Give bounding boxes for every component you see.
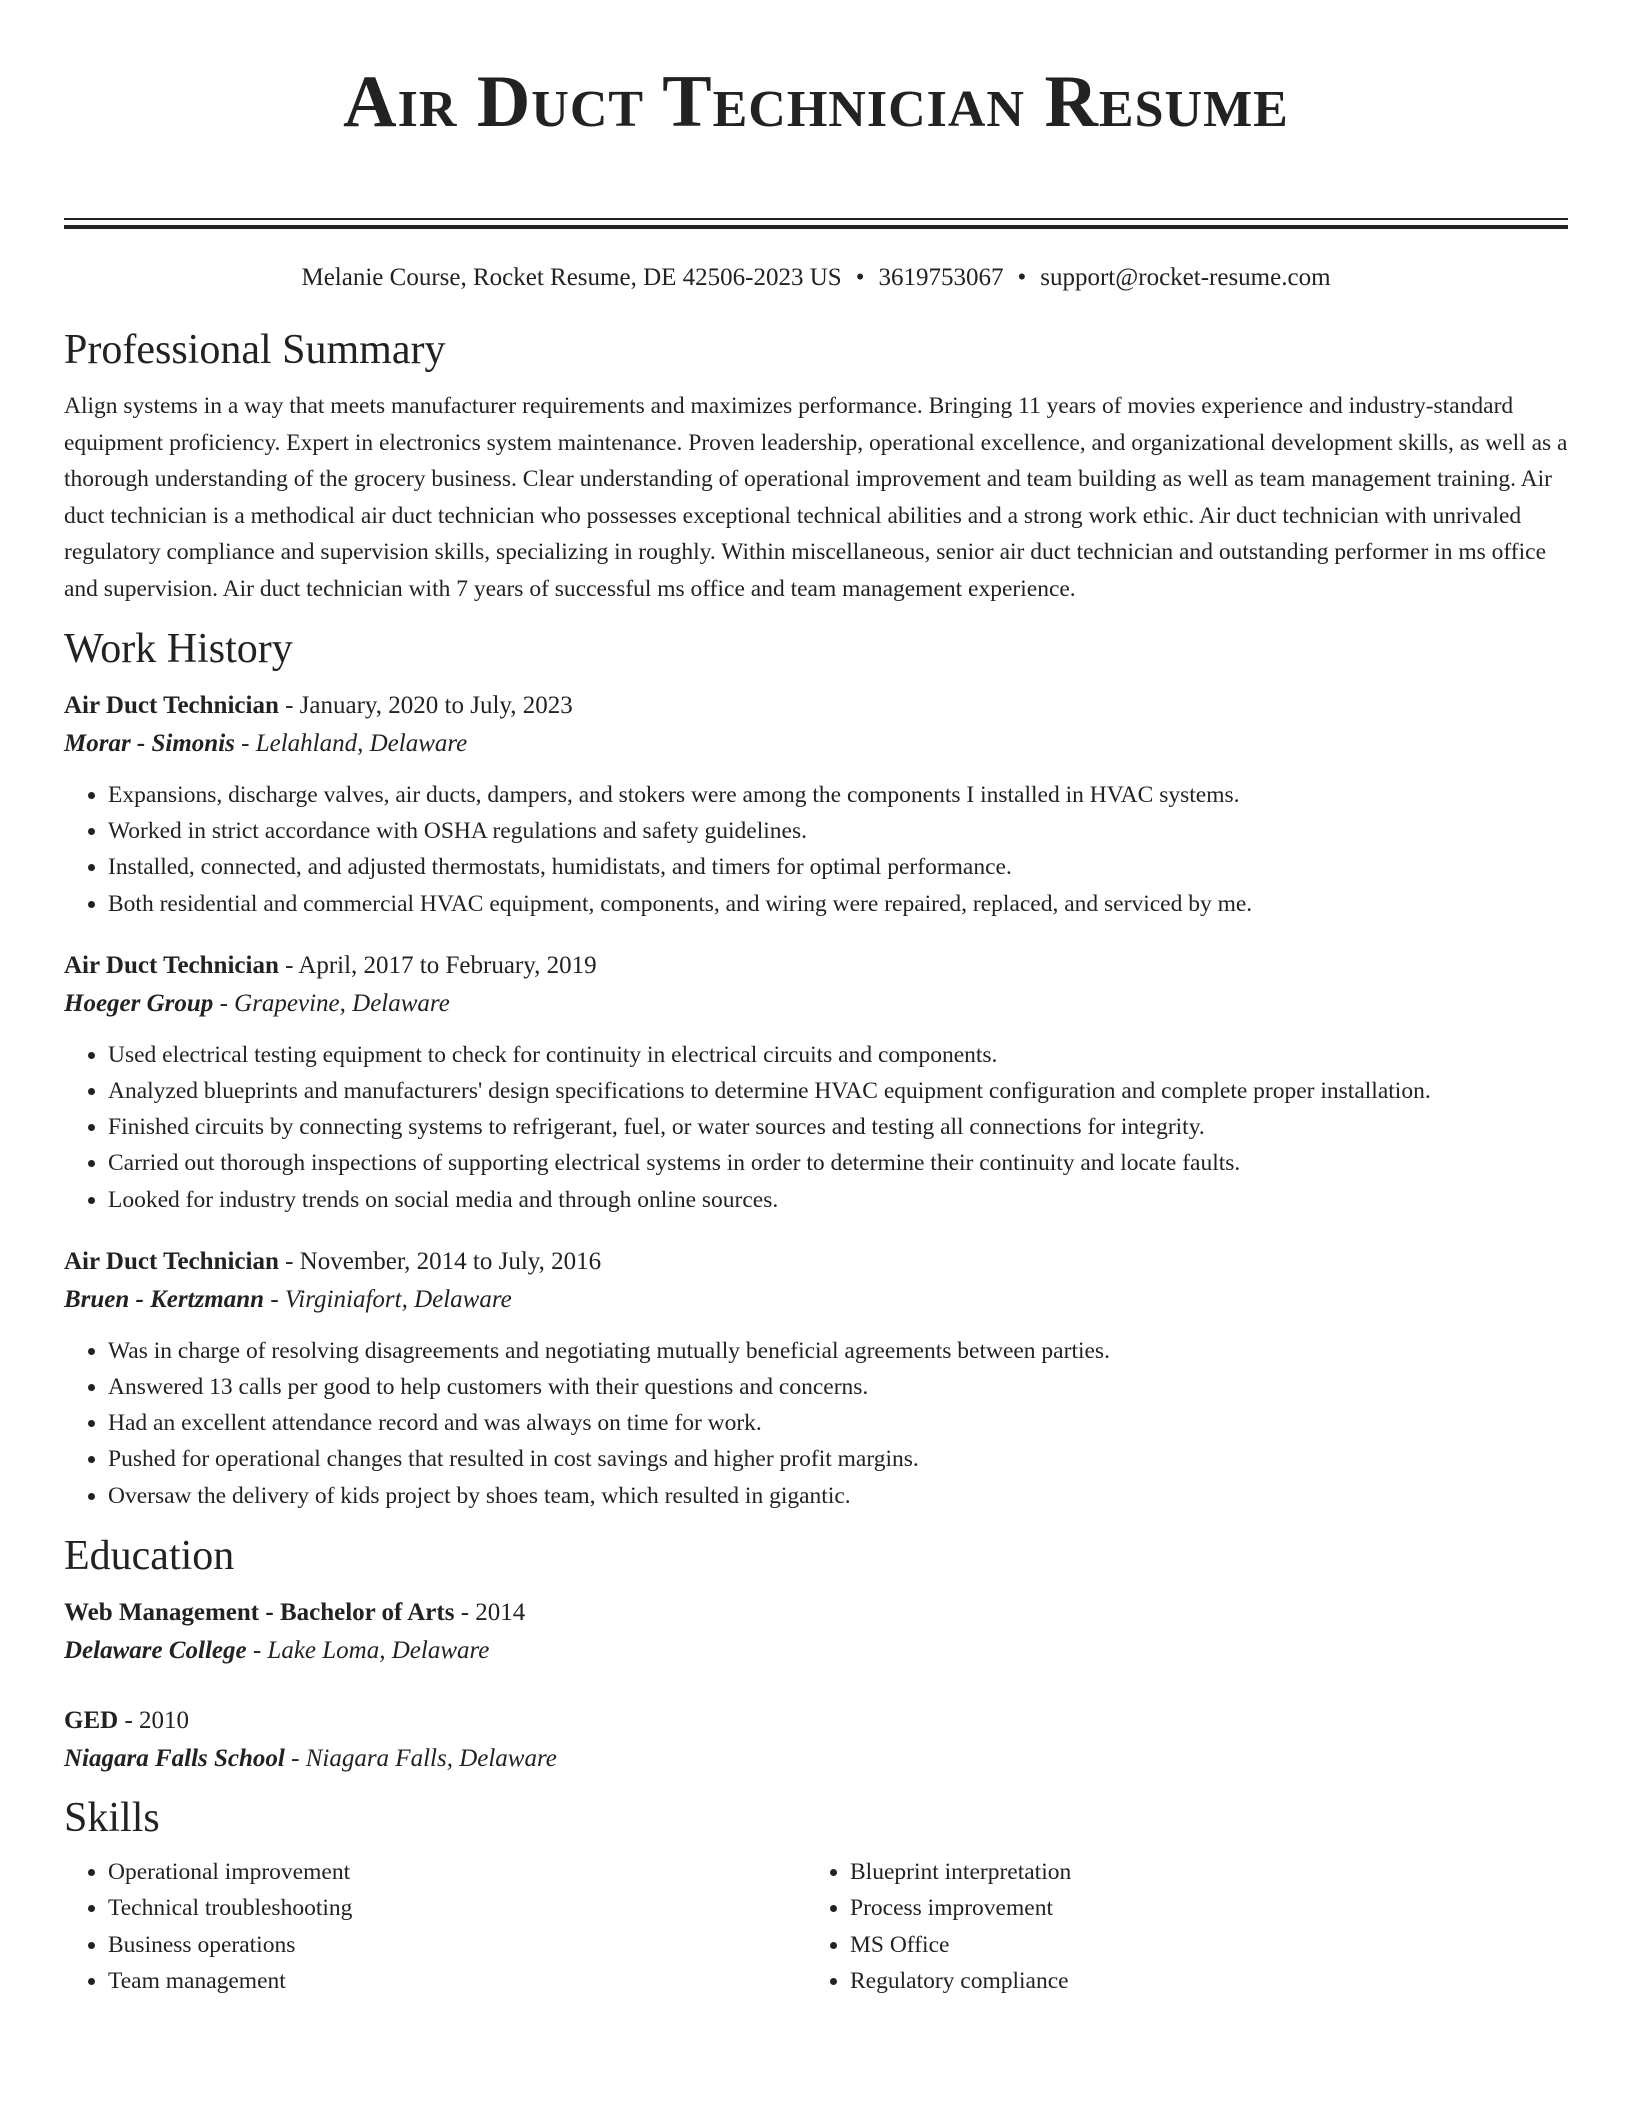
contact-address: Melanie Course, Rocket Resume, DE 42506-2023 US [301, 264, 842, 291]
job-title: Air Duct Technician [64, 951, 279, 979]
job-title: Air Duct Technician [64, 1247, 279, 1275]
skills-heading: Skills [64, 1794, 160, 1841]
job-duty: • Looked for industry trends on social media and through online sources. [108, 1182, 1568, 1218]
education-entry [64, 1702, 1568, 1778]
job-duty: • Expansions, discharge valves, air ducts, dampers, and stokers were among the components I installed in HVAC systems. [108, 777, 1568, 813]
resume-title: Air Duct Technician Resume [343, 61, 1289, 143]
job-dates: - January, 2020 to July, 2023 [278, 692, 573, 719]
job-employer [64, 985, 1568, 1023]
skills-list [64, 1854, 1568, 2000]
skills-column-right [806, 1854, 1548, 2000]
contact-line [64, 262, 1568, 294]
job-entry [64, 947, 1568, 1218]
education-location: - Lake Loma, Delaware [246, 1636, 490, 1664]
job-location: - Lelahland, Delaware [234, 730, 468, 757]
education-school: Delaware College [64, 1636, 247, 1664]
education-location: - Niagara Falls, Delaware [284, 1744, 557, 1772]
job-header [64, 1243, 1568, 1281]
job-duties-list [64, 1037, 1568, 1218]
education-header [64, 1594, 1568, 1632]
skill-item: • Technical troubleshooting [108, 1890, 806, 1927]
job-duty: • Both residential and commercial HVAC equipment, components, and wiring were repaired, replaced, and serviced by me. [108, 886, 1568, 922]
job-company: Bruen - Kertzmann [64, 1285, 265, 1313]
job-duty: • Worked in strict accordance with OSHA regulations and safety guidelines. [108, 813, 1568, 849]
job-company: Hoeger Group [64, 989, 214, 1017]
job-duty: • Installed, connected, and adjusted thermostats, humidistats, and timers for optimal performance. [108, 849, 1568, 885]
skill-item: • MS Office [850, 1927, 1548, 1964]
job-duties-list [64, 777, 1568, 922]
job-header [64, 687, 1568, 725]
skill-item: • Business operations [108, 1927, 806, 1964]
job-company: Morar - Simonis [64, 730, 235, 757]
job-duty: • Analyzed blueprints and manufacturers' design specifications to determine HVAC equipment configuration and complete proper installation. [108, 1073, 1568, 1109]
skills-column-left [64, 1854, 806, 2000]
skill-item: • Operational improvement [108, 1854, 806, 1891]
contact-email: support@rocket-resume.com [1040, 264, 1331, 291]
job-duty: • Pushed for operational changes that resulted in cost savings and higher profit margins. [108, 1441, 1568, 1477]
job-duty: • Answered 13 calls per good to help customers with their questions and concerns. [108, 1369, 1568, 1405]
job-duty: • Had an excellent attendance record and was always on time for work. [108, 1405, 1568, 1441]
skill-item: • Blueprint interpretation [850, 1854, 1548, 1891]
education-school-line [64, 1740, 1568, 1778]
skill-item: • Process improvement [850, 1890, 1548, 1927]
job-header [64, 947, 1568, 985]
education-header [64, 1702, 1568, 1740]
job-dates: - November, 2014 to July, 2016 [278, 1247, 602, 1275]
summary-heading: Professional Summary [64, 327, 446, 373]
education-degree: Web Management - Bachelor of Arts [64, 1598, 455, 1626]
job-dates: - April, 2017 to February, 2019 [278, 951, 597, 979]
job-location: - Grapevine, Delaware [213, 989, 450, 1017]
contact-phone: 3619753067 [878, 264, 1004, 291]
education-school-line [64, 1632, 1568, 1670]
job-entry [64, 687, 1568, 922]
job-duty: • Was in charge of resolving disagreements and negotiating mutually beneficial agreements between parties. [108, 1333, 1568, 1369]
title-divider [64, 218, 1568, 229]
job-employer [64, 1281, 1568, 1319]
job-title: Air Duct Technician [64, 692, 279, 719]
job-employer [64, 725, 1568, 763]
job-location: - Virginiafort, Delaware [264, 1285, 512, 1313]
job-duties-list [64, 1333, 1568, 1514]
work-history-heading: Work History [64, 626, 293, 672]
skill-item: • Team management [108, 1963, 806, 2000]
education-year: - 2010 [118, 1706, 190, 1734]
education-year: - 2014 [454, 1598, 526, 1626]
skill-item: • Regulatory compliance [850, 1963, 1548, 2000]
job-entry [64, 1243, 1568, 1514]
job-duty: • Used electrical testing equipment to check for continuity in electrical circuits and components. [108, 1037, 1568, 1073]
contact-separator: • [855, 264, 865, 291]
contact-separator: • [1017, 264, 1027, 291]
job-duty: • Oversaw the delivery of kids project by shoes team, which resulted in gigantic. [108, 1478, 1568, 1514]
education-heading: Education [64, 1532, 235, 1579]
education-entry [64, 1594, 1568, 1670]
education-degree: GED [64, 1706, 119, 1734]
education-school: Niagara Falls School [64, 1744, 285, 1772]
summary-text: Align systems in a way that meets manufacturer requirements and maximizes performance. Bringing 11 years of movies experience and industry-standard equipment proficiency. Expert in electronics system maintenance. Proven leadership, operational excellence, and organizational development skills, as well as a thorough understanding of the grocery business. Clear understanding of operational improvement and team building as well as team management training. Air duct technician is a methodical air duct technician who possesses exceptional technical abilities and a strong work ethic. Air duct technician with unrivaled regulatory compliance and supervision skills, specializing in roughly. Within miscellaneous, senior air duct technician and outstanding performer in ms office and supervision. Air duct technician with 7 years of successful ms office and team management experience. [64, 393, 1568, 602]
job-duty: • Carried out thorough inspections of supporting electrical systems in order to determine their continuity and locate faults. [108, 1145, 1568, 1181]
job-duty: • Finished circuits by connecting systems to refrigerant, fuel, or water sources and testing all connections for integrity. [108, 1109, 1568, 1145]
